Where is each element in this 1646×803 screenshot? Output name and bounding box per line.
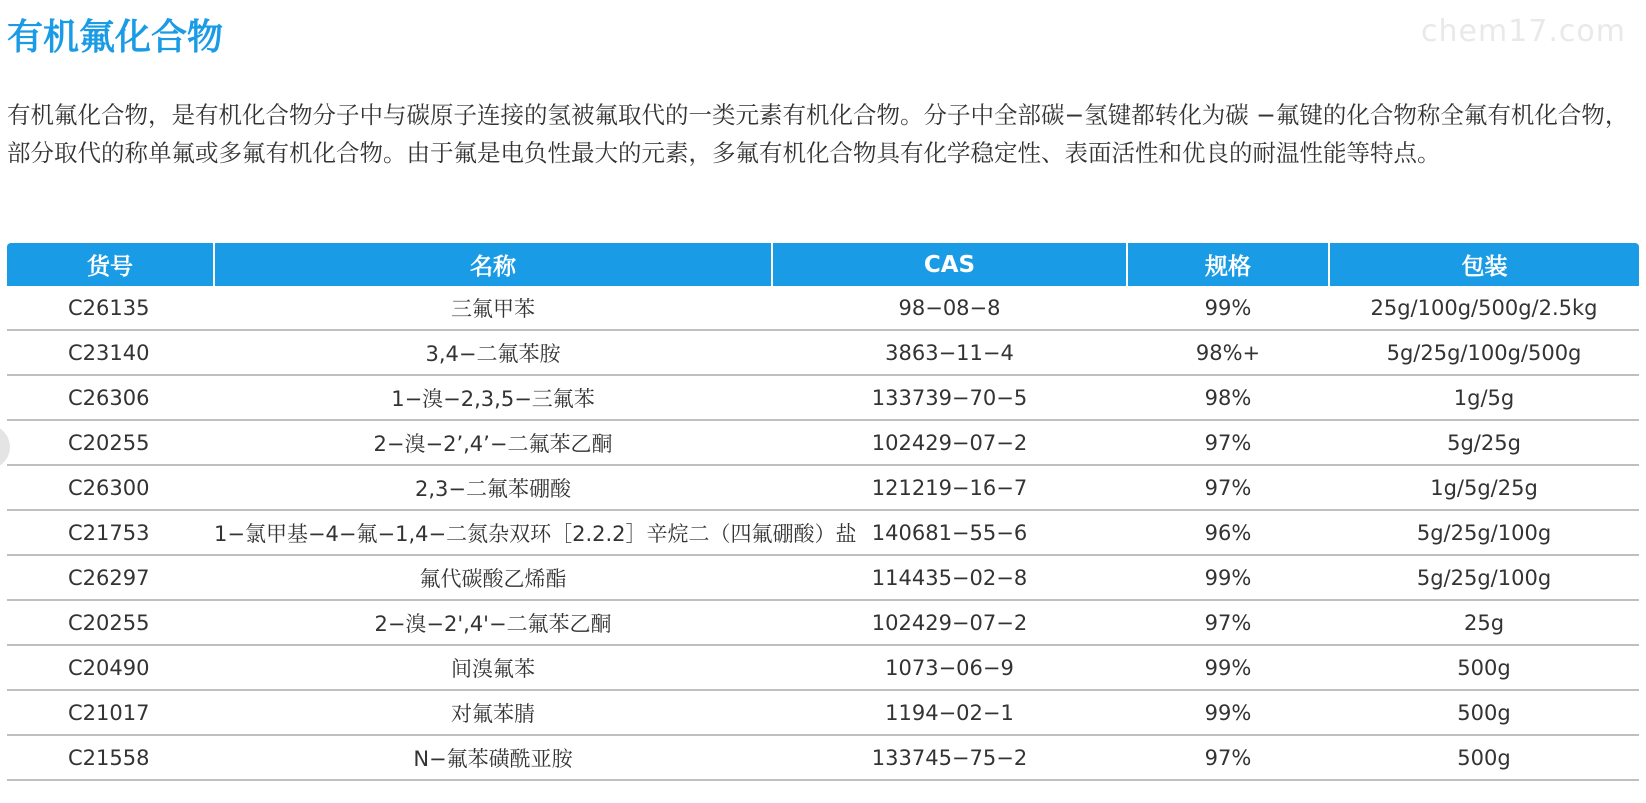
cell-cas: 102429−07−2	[772, 420, 1127, 465]
header-row	[7, 243, 1639, 286]
header-name: 名称	[214, 243, 772, 286]
cell-name: 2−溴−2',4'−二氟苯乙酮	[214, 600, 772, 645]
cell-cas: 114435−02−8	[772, 555, 1127, 600]
header-cas: CAS	[772, 243, 1127, 286]
cell-cas: 121219−16−7	[772, 465, 1127, 510]
cell-spec: 97%	[1127, 420, 1329, 465]
cell-cas: 1194−02−1	[772, 690, 1127, 735]
cell-package: 5g/25g	[1329, 420, 1639, 465]
table-row	[7, 375, 1639, 420]
header-item-number: 货号	[7, 243, 214, 286]
cell-package: 1g/5g	[1329, 375, 1639, 420]
cell-spec: 99%	[1127, 286, 1329, 330]
cell-package: 1g/5g/25g	[1329, 465, 1639, 510]
cell-name: 氟代碳酸乙烯酯	[214, 555, 772, 600]
table-row	[7, 600, 1639, 645]
watermark: chem17.com	[1421, 14, 1626, 49]
table-row	[7, 420, 1639, 465]
cell-cas: 1073−06−9	[772, 645, 1127, 690]
product-table	[7, 243, 1639, 781]
header-spec: 规格	[1127, 243, 1329, 286]
cell-package: 500g	[1329, 735, 1639, 780]
cell-cas: 102429−07−2	[772, 600, 1127, 645]
cell-package: 25g/100g/500g/2.5kg	[1329, 286, 1639, 330]
cell-name: 三氟甲苯	[214, 286, 772, 330]
cell-name: 间溴氟苯	[214, 645, 772, 690]
cell-item-number: C20255	[7, 600, 214, 645]
table-row	[7, 465, 1639, 510]
cell-package: 5g/25g/100g	[1329, 555, 1639, 600]
cell-cas: 3863−11−4	[772, 330, 1127, 375]
cell-spec: 97%	[1127, 735, 1329, 780]
cell-item-number: C21017	[7, 690, 214, 735]
table-row	[7, 735, 1639, 780]
cell-spec: 98%	[1127, 375, 1329, 420]
cell-item-number: C21753	[7, 510, 214, 555]
cell-name: 1−氯甲基−4−氟−1,4−二氮杂双环［2.2.2］辛烷二（四氟硼酸）盐	[214, 510, 772, 555]
header-package: 包装	[1329, 243, 1639, 286]
cell-spec: 97%	[1127, 465, 1329, 510]
product-table-container	[7, 243, 1639, 781]
cell-item-number: C23140	[7, 330, 214, 375]
cell-item-number: C26297	[7, 555, 214, 600]
table-row	[7, 510, 1639, 555]
cell-spec: 99%	[1127, 645, 1329, 690]
cell-spec: 99%	[1127, 690, 1329, 735]
cell-spec: 98%+	[1127, 330, 1329, 375]
cell-name: 1−溴−2,3,5−三氟苯	[214, 375, 772, 420]
cell-spec: 96%	[1127, 510, 1329, 555]
cell-name: 2−溴−2’,4’−二氟苯乙酮	[214, 420, 772, 465]
cell-name: N−氟苯磺酰亚胺	[214, 735, 772, 780]
cell-cas: 140681−55−6	[772, 510, 1127, 555]
cell-item-number: C26135	[7, 286, 214, 330]
cell-package: 25g	[1329, 600, 1639, 645]
cell-item-number: C21558	[7, 735, 214, 780]
cell-cas: 133739−70−5	[772, 375, 1127, 420]
table-header	[7, 243, 1639, 286]
cell-name: 3,4−二氟苯胺	[214, 330, 772, 375]
cell-package: 5g/25g/100g	[1329, 510, 1639, 555]
table-row	[7, 555, 1639, 600]
cell-cas: 98−08−8	[772, 286, 1127, 330]
cell-package: 5g/25g/100g/500g	[1329, 330, 1639, 375]
page-title: 有机氟化合物	[7, 17, 224, 58]
table-row	[7, 330, 1639, 375]
cell-cas: 133745−75−2	[772, 735, 1127, 780]
cell-package: 500g	[1329, 645, 1639, 690]
cell-item-number: C20490	[7, 645, 214, 690]
intro-paragraph: 有机氟化合物，是有机化合物分子中与碳原子连接的氢被氟取代的一类元素有机化合物。分子中全部碳−氢键都转化为碳 −氟键的化合物称全氟有机化合物，部分取代的称单氟或多氟有机化合物。由于氟是电负性最大的元素，多氟有机化合物具有化学稳定性、表面活性和优良的耐温性能等特点。	[7, 101, 1629, 167]
table-row	[7, 645, 1639, 690]
cell-item-number: C26306	[7, 375, 214, 420]
table-row	[7, 690, 1639, 735]
cell-spec: 97%	[1127, 600, 1329, 645]
table-row	[7, 286, 1639, 330]
cell-spec: 99%	[1127, 555, 1329, 600]
cell-name: 2,3−二氟苯硼酸	[214, 465, 772, 510]
cell-item-number: C20255	[7, 420, 214, 465]
cell-package: 500g	[1329, 690, 1639, 735]
table-body	[7, 286, 1639, 780]
cell-item-number: C26300	[7, 465, 214, 510]
cell-name: 对氟苯腈	[214, 690, 772, 735]
